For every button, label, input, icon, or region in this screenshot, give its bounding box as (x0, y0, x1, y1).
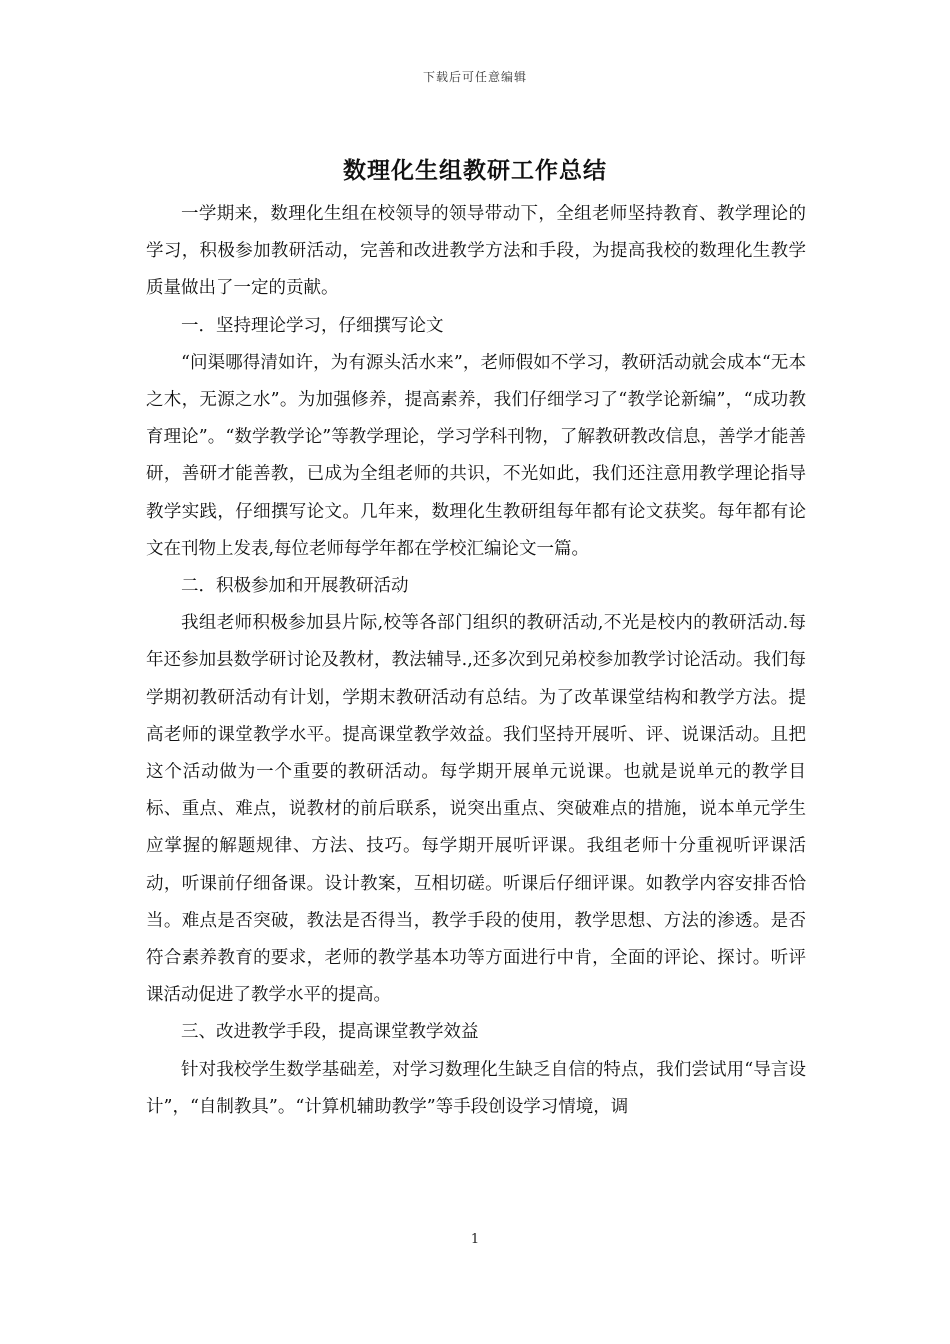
page-number: 1 (470, 1232, 480, 1247)
paragraph-section-2: 我组老师积极参加县片际,校等各部门组织的教研活动,不光是校内的教研活动.每年还参加县数学研讨论及教材，教法辅导.,还多次到兄弟校参加教学讨论活动。我们每学期初教研活动有计划，学期末教研活动有总结。为了改革课堂结构和教学方法。提高老师的课堂教学水平。提高课堂教学效益。我们坚持开展听、评、说课活动。且把这个活动做为一个重要的教研活动。每学期开展单元说课。也就是说单元的教学目标、重点、难点，说教材的前后联系，说突出重点、突破难点的措施，说本单元学生应掌握的解题规律、方法、技巧。每学期开展听评课。我组老师十分重视听评课活动，听课前仔细备课。设计教案，互相切磋。听课后仔细评课。如教学内容安排否恰当。难点是否突破，教法是否得当，教学手段的使用，教学思想、方法的渗透。是否符合素养教育的要求，老师的教学基本功等方面进行中肯，全面的评论、探讨。听评课活动促进了教学水平的提高。 (146, 613, 806, 1006)
header-note: 下载后可任意编辑 (422, 70, 527, 84)
paragraph-section-3: 针对我校学生数学基础差，对学习数理化生缺乏自信的特点，我们尝试用“导言设计”，“自制教具”。“计算机辅助教学”等手段创设学习情境，调 (146, 1059, 806, 1117)
section-heading-1: 一．坚持理论学习，仔细撰写论文 (181, 315, 444, 336)
paragraph-section-1: “问渠哪得清如许，为有源头活水来”，老师假如不学习，教研活动就会成本“无本之木，无源之水”。为加强修养，提高素养，我们仔细学习了“教学论新编”，“成功教育理论”。“数学教学论”等教学理论，学习学科刊物，了解教研教改信息，善学才能善研，善研才能善教，已成为全组老师的共识，不光如此，我们还注意用教学理论指导教学实践，仔细撰写论文。几年来，数理化生教研组每年都有论文获奖。每年都有论文在刊物上发表,每位老师每学年都在学校汇编论文一篇。 (146, 352, 806, 559)
document-title: 数理化生组教研工作总结 (343, 158, 607, 184)
section-heading-2: 二．积极参加和开展教研活动 (181, 576, 409, 597)
section-heading-3: 三、改进教学手段，提高课堂教学效益 (181, 1022, 479, 1043)
document-body (146, 196, 806, 1126)
paragraph-intro: 一学期来，数理化生组在校领导的领导带动下，全组老师坚持教育、教学理论的学习，积极参加教研活动，完善和改进教学方法和手段，为提高我校的数理化生教学质量做出了一定的贡献。 (146, 204, 806, 299)
